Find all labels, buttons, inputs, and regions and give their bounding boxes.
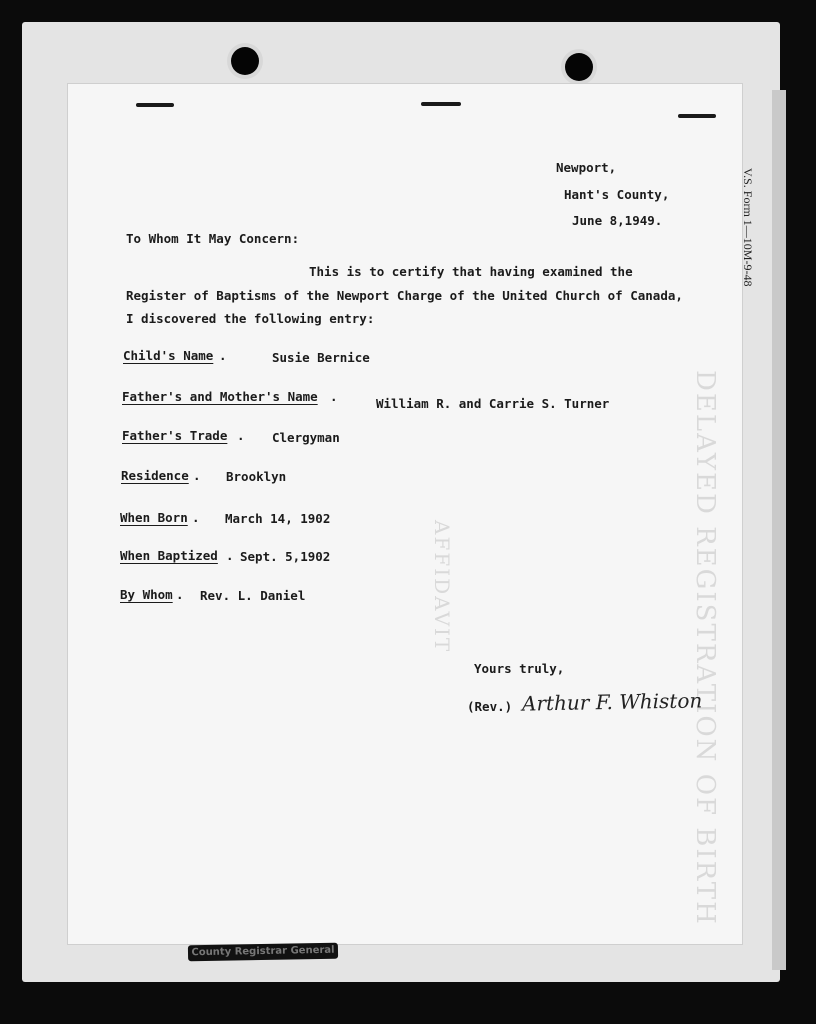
show-through-title: DELAYED REGISTRATION OF BIRTH	[690, 370, 720, 926]
signature-prefix: (Rev.)	[467, 699, 513, 714]
punch-hole-right	[565, 53, 593, 81]
label-by-whom: By Whom	[120, 587, 173, 602]
value-residence: Brooklyn	[226, 469, 287, 484]
place-line-2: Hant's County,	[564, 187, 670, 202]
label-when-born: When Born	[120, 510, 188, 525]
period: .	[176, 587, 184, 602]
punch-hole-left	[231, 47, 259, 75]
body-line-2: Register of Baptisms of the Newport Charge of the United Church of Canada,	[126, 288, 683, 303]
place-line-1: Newport,	[556, 160, 617, 175]
form-code: V.S. Form 1—10M-9-48	[741, 168, 755, 287]
period: .	[226, 548, 234, 563]
label-fathers-trade: Father's Trade	[122, 428, 228, 443]
staple-mark	[421, 102, 461, 106]
handwritten-signature: Arthur F. Whiston	[521, 688, 703, 716]
value-fathers-trade: Clergyman	[272, 430, 340, 445]
period: .	[219, 348, 227, 363]
value-childs-name: Susie Bernice	[272, 350, 370, 365]
label-childs-name: Child's Name	[123, 348, 214, 363]
label-parents-name: Father's and Mother's Name	[122, 389, 318, 404]
staple-mark	[678, 114, 716, 118]
value-when-born: March 14, 1902	[225, 511, 331, 526]
closing: Yours truly,	[474, 661, 565, 676]
period: .	[237, 428, 245, 443]
body-line-3: I discovered the following entry:	[126, 311, 375, 326]
period: .	[192, 510, 200, 525]
label-residence: Residence	[121, 468, 189, 483]
period: .	[193, 468, 201, 483]
registrar-stamp: County Registrar General	[188, 943, 338, 962]
body-line-1: This is to certify that having examined the	[309, 264, 633, 279]
label-when-baptized: When Baptized	[120, 548, 218, 563]
value-by-whom: Rev. L. Daniel	[200, 588, 306, 603]
staple-mark	[136, 103, 174, 107]
value-parents-name: William R. and Carrie S. Turner	[376, 396, 610, 411]
letter-date: June 8,1949.	[572, 213, 663, 228]
value-when-baptized: Sept. 5,1902	[240, 549, 331, 564]
rear-page-edge	[772, 90, 786, 970]
show-through-affidavit: AFFIDAVIT	[430, 520, 454, 654]
salutation: To Whom It May Concern:	[126, 231, 300, 246]
period: .	[330, 389, 338, 404]
